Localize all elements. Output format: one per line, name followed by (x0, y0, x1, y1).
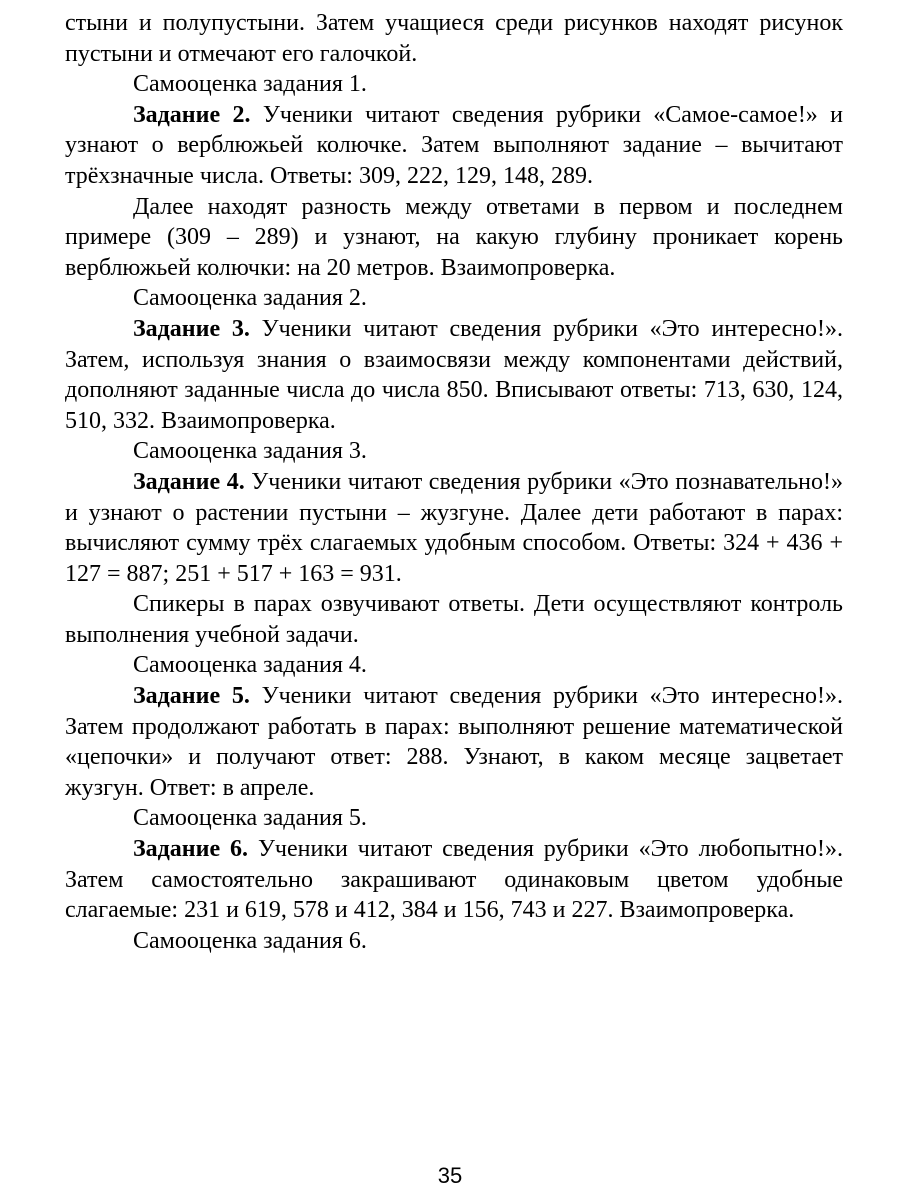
task-2-paragraph (65, 100, 843, 192)
task-2-text: Ученики читают сведения рубрики «Самое-самое!» и узнают о верблюжьей колючке. Затем выполняют задание – вычитают трёхзначные числа. Ответы: 309, 222, 129, 148, 289. (65, 101, 844, 189)
task-5-text: Ученики читают сведения рубрики «Это интересно!». Затем продолжают работать в парах: выполняют решение математической «цепочки» и получают ответ: 288. Узнают, в каком месяце зацветает жузгун. Ответ: в апреле. (65, 683, 843, 801)
task-2-followup-paragraph: Далее находят разность между ответами в первом и последнем примере (309 – 289) и узнают, на какую глубину проникает корень верблюжьей колючки: на 20 метров. Взаимопроверка. (65, 193, 843, 281)
self-assessment-2: Самооценка задания 2. (133, 285, 367, 312)
task-6-text: Ученики читают сведения рубрики «Это любопытно!». Затем самостоятельно закрашивают одинаковым цветом удобные слагаемые: 231 и 619, 578 и 412, 384 и 156, 743 и 227. Взаимопроверка. (65, 836, 843, 924)
task-6-heading: Задание 6. (133, 836, 249, 863)
self-assessment-4: Самооценка задания 4. (133, 652, 367, 679)
task-6-paragraph (65, 834, 843, 926)
paragraph-intro-continuation: стыни и полупустыни. Затем учащиеся среди рисунков находят рисунок пустыни и отмечают его галочкой. (65, 10, 843, 67)
task-5-paragraph (65, 681, 843, 803)
task-3-heading: Задание 3. (133, 315, 250, 342)
task-4-heading: Задание 4. (133, 468, 245, 495)
page-number: 35 (437, 1163, 463, 1188)
task-2-heading: Задание 2. (133, 101, 251, 128)
self-assessment-5: Самооценка задания 5. (133, 805, 367, 832)
self-assessment-3: Самооценка задания 3. (133, 438, 367, 465)
task-5-heading: Задание 5. (133, 683, 250, 710)
task-4-text: Ученики читают сведения рубрики «Это познавательно!» и узнают о растении пустыни – жузгуне. Далее дети работают в парах: вычисляют сумму трёх слагаемых удобным способом. Ответы: 324 + 436 + 127 = 887; 251 + 517 + 163 = 931. (65, 468, 843, 587)
task-3-paragraph (65, 314, 843, 436)
task-3-text: Ученики читают сведения рубрики «Это интересно!». Затем, используя знания о взаимосвязи между компонентами действий, дополняют заданные числа до числа 850. Вписывают ответы: 713, 630, 124, 510, 332. Взаимопроверка. (65, 315, 843, 434)
self-assessment-6: Самооценка задания 6. (133, 927, 367, 954)
task-4-paragraph (65, 467, 843, 589)
self-assessment-1: Самооценка задания 1. (133, 71, 367, 98)
task-4-followup-paragraph: Спикеры в парах озвучивают ответы. Дети осуществляют контроль выполнения учебной задачи. (65, 591, 843, 648)
body-text (65, 8, 843, 956)
